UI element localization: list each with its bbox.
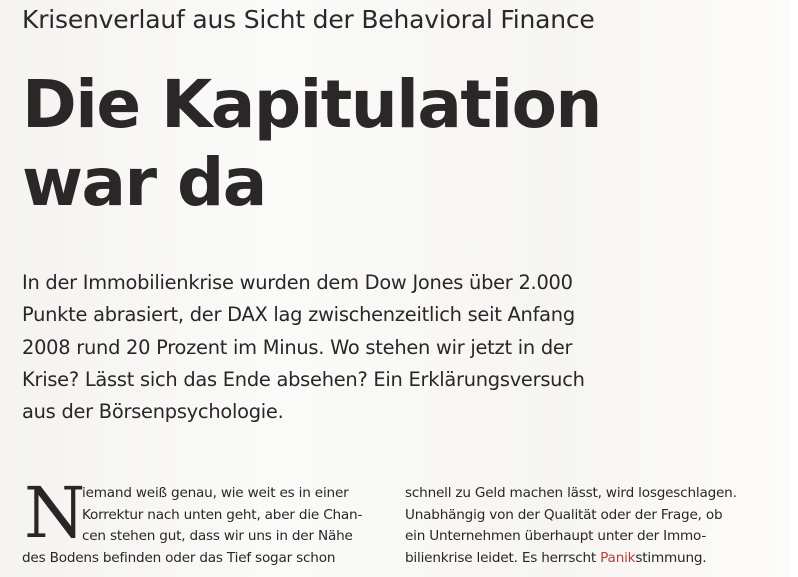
headline-line-1: Die Kapitulation (22, 66, 601, 143)
article-headline (22, 66, 622, 222)
body-line: Korrektur nach unten geht, aber die Chan- (82, 506, 363, 523)
body-line: cen stehen gut, dass wir uns in der Nähe (82, 528, 353, 545)
intro-line: Krise? Lässt sich das Ende absehen? Ein Erklärungsversuch (22, 367, 585, 391)
body-line: des Bodens befinden oder das Tief sogar schon (22, 549, 336, 566)
intro-line: aus der Börsenpsychologie. (22, 400, 284, 424)
article-intro (22, 267, 612, 428)
section-kicker: Krisenverlauf aus Sicht der Behavioral Finance (22, 5, 595, 34)
body-text: stimmung. (635, 549, 707, 566)
drop-cap: N (24, 472, 86, 554)
highlighted-word: Panik (600, 549, 636, 566)
body-line: iemand weiß genau, wie weit es in einer (82, 485, 349, 501)
body-line-last (405, 548, 785, 570)
page-edge (790, 0, 798, 577)
intro-line: Punkte abrasiert, der DAX lag zwischenzeitlich seit Anfang (22, 303, 575, 327)
intro-line: 2008 rund 20 Prozent im Minus. Wo stehen wir jetzt in der (22, 335, 573, 359)
body-text: bilienkrise leidet. Es herrscht (405, 549, 601, 566)
body-line: Unabhängig von der Qualität oder der Frage, ob (405, 506, 723, 523)
body-line: ein Unternehmen überhaupt unter der Immo- (405, 528, 707, 545)
body-line: schnell zu Geld machen lässt, wird losgeschlagen. (405, 485, 737, 501)
body-column-right (405, 483, 785, 569)
intro-line: In der Immobilienkrise wurden dem Dow Jones über 2.000 (22, 271, 573, 294)
headline-line-2: war da (22, 144, 266, 221)
body-column-left (22, 483, 380, 569)
